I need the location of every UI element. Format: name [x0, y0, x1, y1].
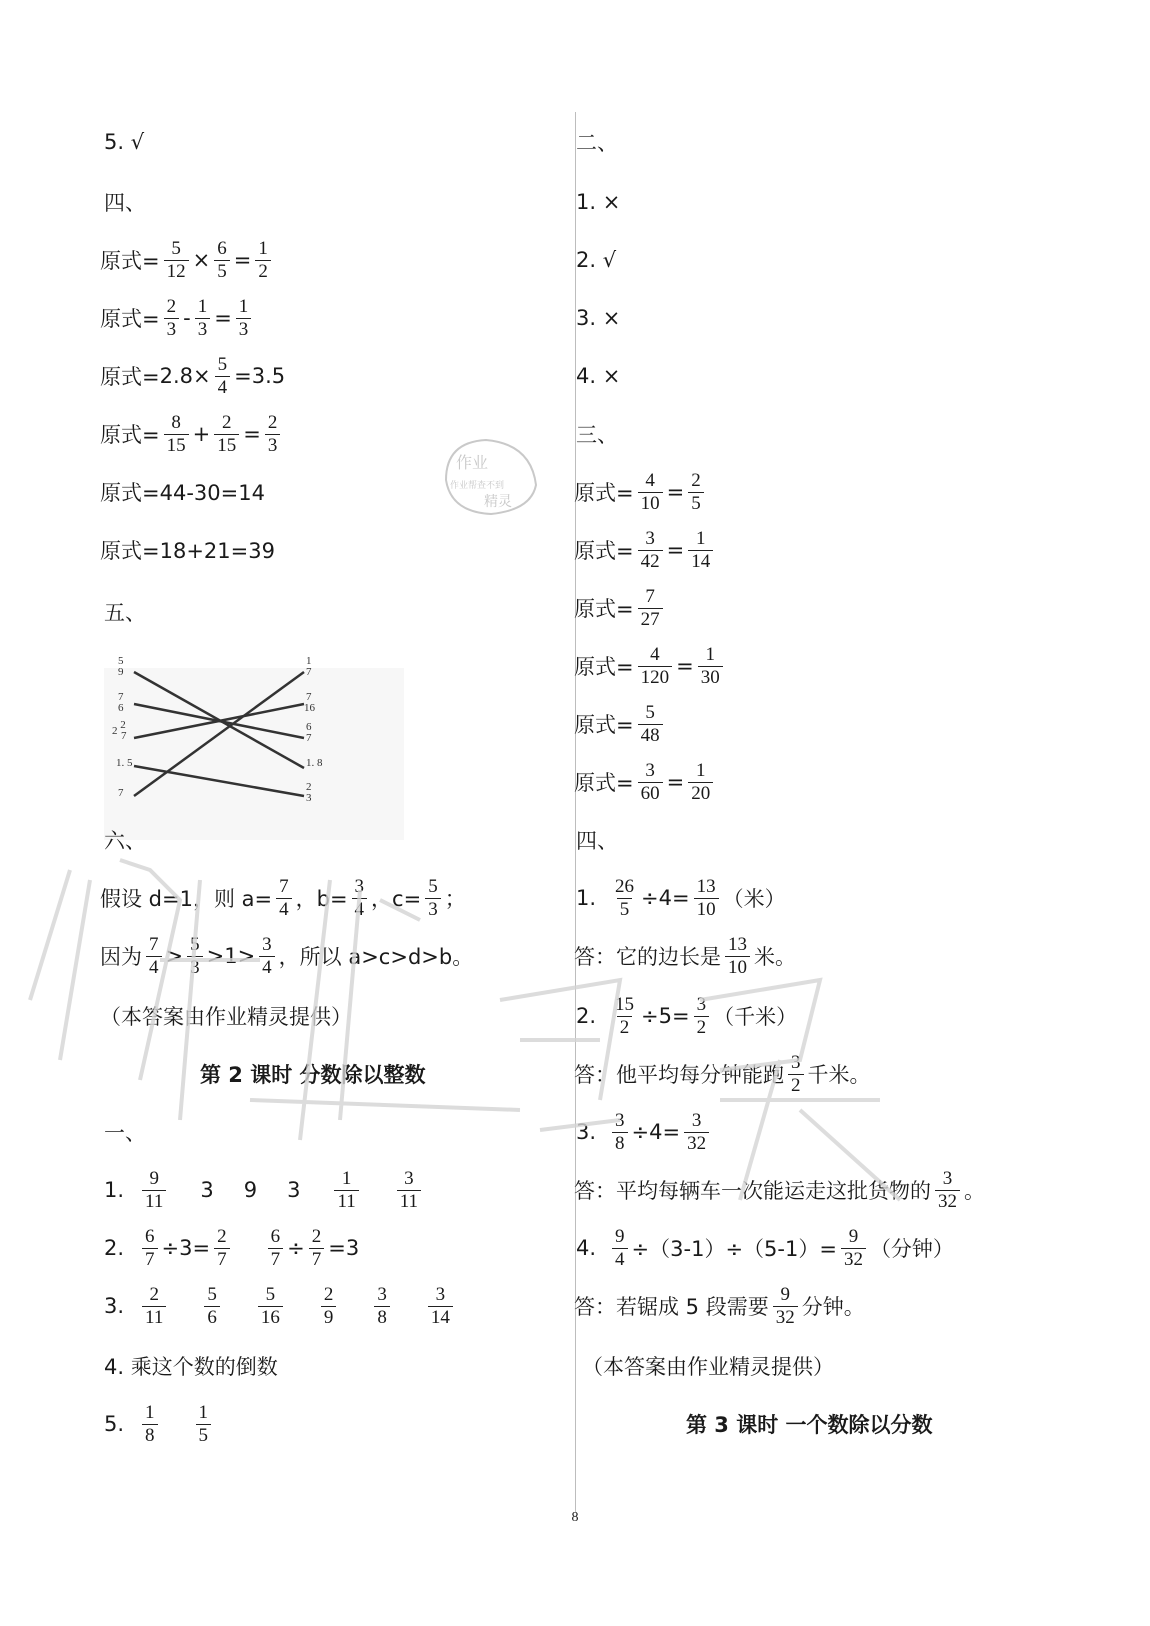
expression-3: 原式= 2.8× $\frac{5}{4}$ =3.5: [100, 353, 286, 398]
question-2: 2. $\frac{6}{7}$ ÷3= $\frac{2}{7}$ $\frac{6}{7}$ ÷ $\frac{2}{7}$ =3: [104, 1225, 360, 1270]
match-right-1: 1 7: [306, 655, 312, 678]
question-3: 3. 2 11 5 6 5 16 2 9 3 8 3 14: [104, 1286, 457, 1326]
expression-6: 原式=18+21=39: [100, 539, 275, 563]
lesson-3-title: 第 3 课时 一个数除以分数: [686, 1413, 933, 1437]
judgement-4: 4. ×: [576, 364, 621, 388]
watermark-stamp: [436, 430, 546, 520]
question-5: 5. 1 8 1 5: [104, 1404, 215, 1444]
calc-3: 原式= $\frac{7}{27}$: [574, 588, 667, 628]
match-left-3: 2 2 7: [112, 719, 127, 742]
match-left-1: 5 9: [118, 655, 124, 678]
answer-5: 5. √: [104, 130, 145, 154]
section-6-heading: 六、: [104, 829, 146, 853]
match-line-5: [134, 766, 304, 796]
assumption-line: 假设 d=1，则 a= $\frac{7}{4}$ ，b= $\frac{3}{4}$ ，c= $\frac{5}{3}$ ；: [100, 875, 466, 920]
calc-6: 原式= $\frac{3}{60}$ = $\frac{1}{20}$: [574, 762, 717, 802]
credit-right: （本答案由作业精灵提供）: [582, 1355, 834, 1379]
question-1: 1. 9 11 3 9 3 1 11 3 11: [104, 1170, 425, 1210]
section-3-heading: 三、: [576, 423, 618, 447]
match-left-4: 1. 5: [116, 757, 133, 769]
matching-figure: [104, 655, 404, 840]
lesson-2-title: 第 2 课时 分数除以整数: [200, 1063, 426, 1087]
match-left-5: 7: [118, 787, 124, 799]
calc-1: 原式= $\frac{4}{10}$ = $\frac{2}{5}$: [574, 472, 708, 512]
match-right-3: 6 7: [306, 721, 312, 744]
judgement-3: 3. ×: [576, 306, 621, 330]
calc-5: 原式= $\frac{5}{48}$: [574, 704, 667, 744]
calc-2: 原式= $\frac{3}{42}$ = $\frac{1}{14}$: [574, 530, 717, 570]
svg-text:作业: 作业: [456, 453, 489, 472]
expression-5: 原式=44-30=14: [100, 481, 265, 505]
problem-2: 2. $\frac{15}{2}$ ÷5= $\frac{3}{2}$ （千米）: [576, 993, 798, 1038]
section-2-heading: 二、: [576, 131, 618, 155]
expression-1: 原式= $\frac{5}{12}$ × $\frac{6}{5}$ = $\frac{1}{2}$: [100, 240, 275, 280]
page-number: 8: [571, 1510, 579, 1525]
match-left-2: 7 6: [118, 691, 124, 714]
answer-1: 答：它的边长是 13 10 米。: [574, 933, 796, 978]
section-4-heading: 四、: [104, 191, 146, 215]
section-4-heading-right: 四、: [576, 829, 618, 853]
problem-3: 3. $\frac{3}{8}$ ÷4= $\frac{3}{32}$: [576, 1112, 713, 1152]
judgement-1: 1. ×: [576, 190, 621, 214]
judgement-2: 2. √: [576, 248, 617, 272]
problem-1: 1. $\frac{26}{5}$ ÷4= $\frac{13}{10}$ （米）: [576, 875, 786, 920]
problem-4: 4. $\frac{9}{4}$ ÷（3-1）÷（5-1）= $\frac{9}{32}$ （分钟）: [576, 1225, 954, 1270]
expression-4: 原式= $\frac{8}{15}$ + $\frac{2}{15}$ = $\frac{2}{3}$: [100, 414, 284, 454]
section-5-heading: 五、: [104, 601, 146, 625]
expression-2: 原式= $\frac{2}{3}$ - $\frac{1}{3}$ = $\frac{1}{3}$: [100, 298, 255, 338]
svg-text:作业帮查不到: 作业帮查不到: [450, 481, 505, 491]
calc-4: 原式= $\frac{4}{120}$ = $\frac{1}{30}$: [574, 646, 727, 686]
section-1-heading: 一、: [104, 1121, 146, 1145]
answer-4: 答：若锯成 5 段需要 9 32 分钟。: [574, 1283, 865, 1328]
match-right-5: 2 3: [306, 781, 312, 804]
match-right-4: 1. 8: [306, 757, 323, 769]
answer-2: 答：他平均每分钟能跑 3 2 千米。: [574, 1051, 871, 1096]
answer-3: 答：平均每辆车一次能运走这批货物的 3 32 。: [574, 1167, 985, 1212]
comparison-line: 因为 7 4 > 5 3 >1> 3 4 ，所以 a>c>d>b。: [100, 933, 474, 978]
question-4: 4. 乘这个数的倒数: [104, 1355, 278, 1379]
match-right-2: 7 16: [304, 691, 315, 714]
svg-text:精灵: 精灵: [484, 494, 512, 510]
credit-left: （本答案由作业精灵提供）: [100, 1005, 352, 1029]
